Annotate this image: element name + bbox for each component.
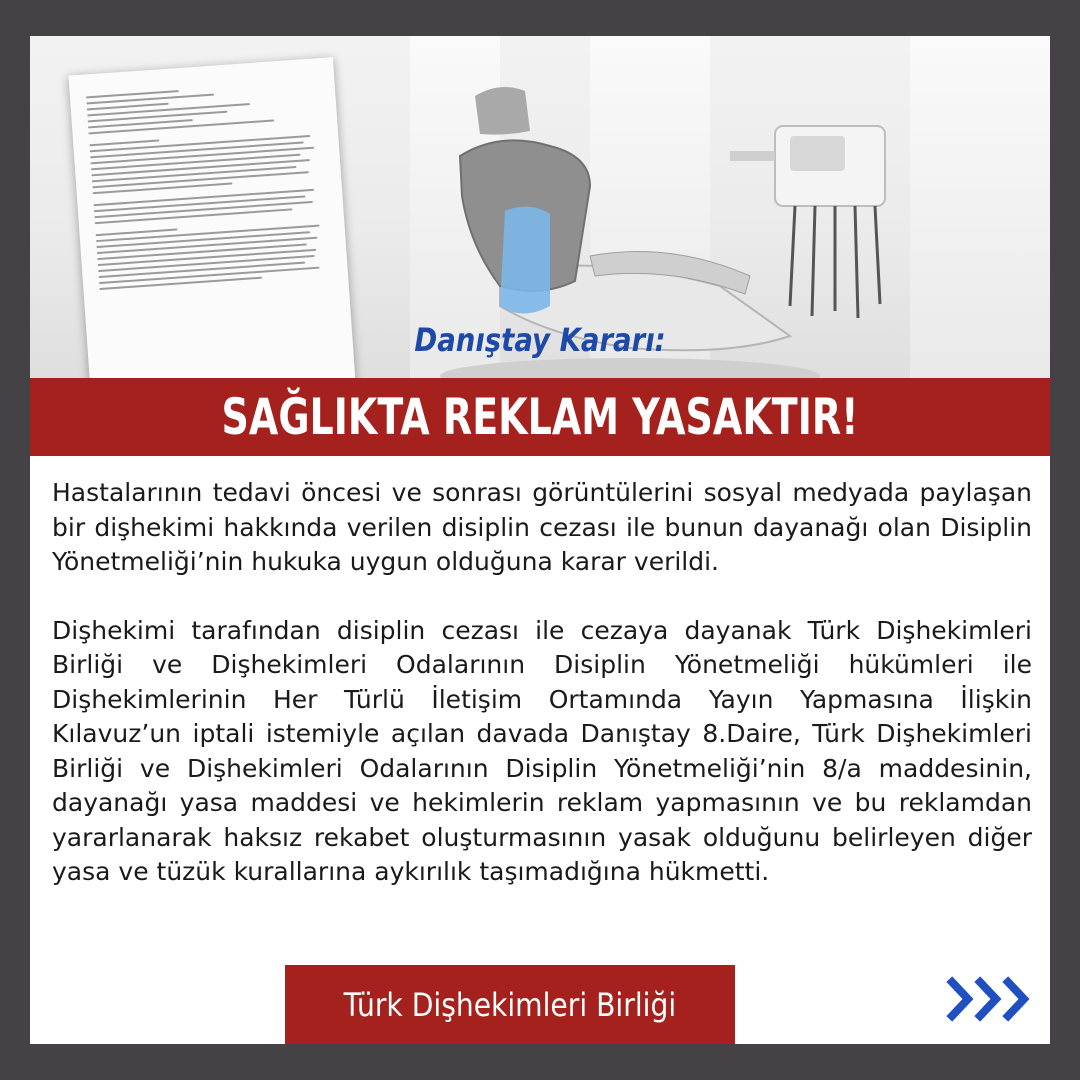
article-body xyxy=(52,476,1032,890)
paragraph-1: Hastalarının tedavi öncesi ve sonrası görüntülerini sosyal medyada paylaşan bir dişhekimi hakkında verilen disiplin cezası ile bunun dayanağı olan Disiplin Yönetmeliği’nin hukuka uygun olduğuna karar verildi. xyxy=(52,478,1032,576)
footer-banner xyxy=(285,965,735,1044)
headline: SAĞLIKTA REKLAM YASAKTIR! xyxy=(221,388,859,446)
triple-chevron-right-icon[interactable] xyxy=(946,976,1036,1022)
post-card xyxy=(30,36,1050,1044)
dental-clinic-photo xyxy=(30,36,1050,386)
organization-name: Türk Dişhekimleri Birliği xyxy=(343,985,677,1024)
subtitle: Danıştay Kararı: xyxy=(414,321,666,359)
headline-banner xyxy=(30,378,1050,456)
paragraph-2: Dişhekimi tarafından disiplin cezası ile cezaya dayanak Türk Dişhekimleri Birliği ve Dişhekimleri Odalarının Disiplin Yönetmeliği hükümleri ile Dişhekimlerinin Her Türlü İletişim Ortamında Yayın Yapmasına İlişkin Kılavuz’un iptali istemiyle açılan davada Danıştay 8.Daire, Türk Dişhekimleri Birliği ve Dişhekimleri Odalarının Disiplin Yönetmeliği’nin 8/a maddesinin, dayanağı yasa maddesi ve hekimlerin reklam yapmasının ve bu reklamdan yararlanarak haksız rekabet oluşturmasının yasak olduğunu belirleyen diğer yasa ve tüzük kurallarına aykırılık taşımadığına hükmetti. xyxy=(52,615,1032,886)
